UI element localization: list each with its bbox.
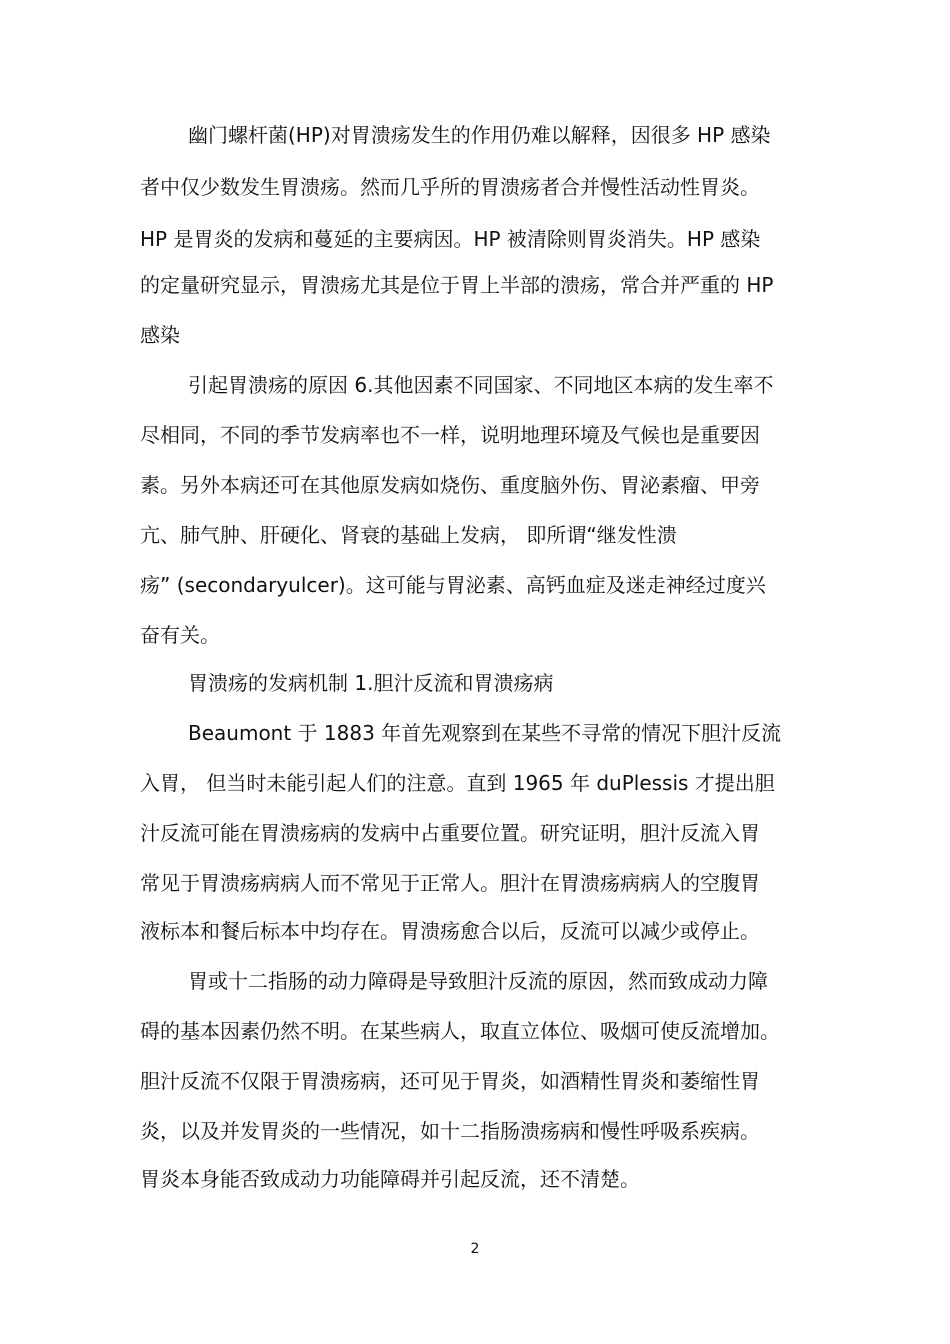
text-line: 素。另外本病还可在其他原发病如烧伤、重度脑外伤、胃泌素瘤、甲旁 [140,473,760,497]
text-line: 炎，以及并发胃炎的一些情况，如十二指肠溃疡病和慢性呼吸系疾病。 [140,1119,760,1143]
text-line: 的定量研究显示，胃溃疡尤其是位于胃上半部的溃疡，常合并严重的 HP [140,273,774,297]
text-line: HP 是胃炎的发病和蔓延的主要病因。HP 被清除则胃炎消失。HP 感染 [140,227,761,251]
text-line: 疡” (secondaryulcer)。这可能与胃泌素、高钙血症及迷走神经过度兴 [140,573,766,597]
text-line: 尽相同，不同的季节发病率也不一样，说明地理环境及气候也是重要因 [140,423,760,447]
page-number: 2 [470,1241,480,1257]
text-line: Beaumont 于 1883 年首先观察到在某些不寻常的情况下胆汁反流 [188,721,782,745]
text-line: 入胃， 但当时未能引起人们的注意。直到 1965 年 duPlessis 才提出胆 [140,771,775,795]
text-line: 胆汁反流不仅限于胃溃疡病，还可见于胃炎，如酒精性胃炎和萎缩性胃 [140,1069,760,1093]
text-line: 奋有关。 [140,623,220,647]
text-line: 幽门螺杆菌(HP)对胃溃疡发生的作用仍难以解释，因很多 HP 感染 [188,123,771,147]
text-line: 者中仅少数发生胃溃疡。然而几乎所的胃溃疡者合并慢性活动性胃炎。 [140,175,760,199]
text-line: 液标本和餐后标本中均存在。胃溃疡愈合以后，反流可以减少或停止。 [140,919,760,943]
text-line: 常见于胃溃疡病病人而不常见于正常人。胆汁在胃溃疡病病人的空腹胃 [140,871,760,895]
text-line: 感染 [140,323,180,347]
text-line: 亢、肺气肿、肝硬化、肾衰的基础上发病， 即所谓“继发性溃 [140,523,677,547]
text-line: 汁反流可能在胃溃疡病的发病中占重要位置。研究证明，胆汁反流入胃 [140,821,760,845]
text-line: 胃或十二指肠的动力障碍是导致胆汁反流的原因，然而致成动力障 [188,969,768,993]
text-line: 引起胃溃疡的原因 6.其他因素不同国家、不同地区本病的发生率不 [188,373,774,397]
text-line: 胃炎本身能否致成动力功能障碍并引起反流，还不清楚。 [140,1167,640,1191]
text-line: 胃溃疡的发病机制 1.胆汁反流和胃溃疡病 [188,671,554,695]
text-line: 碍的基本因素仍然不明。在某些病人，取直立体位、吸烟可使反流增加。 [140,1019,780,1043]
